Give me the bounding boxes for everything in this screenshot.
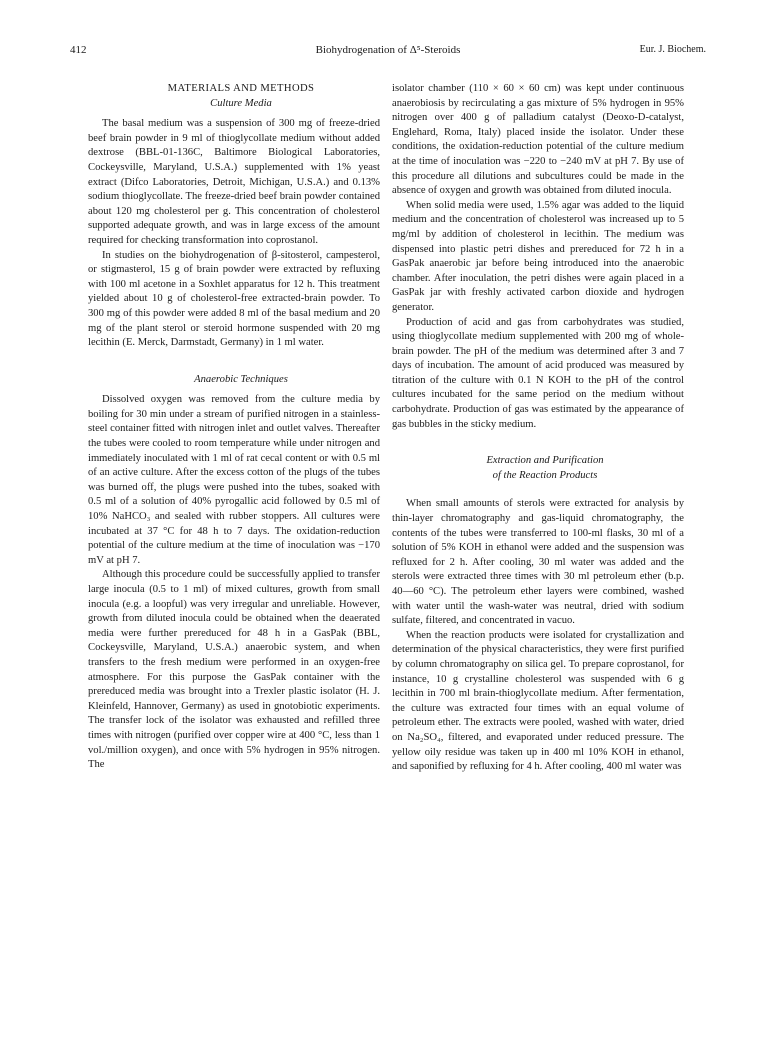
- subsection-heading-extraction-line2: of the Reaction Products: [492, 469, 598, 481]
- paragraph-solid-media: When solid media were used, 1.5% agar was added to the liquid medium and the concentration of cholesterol was increased up to 5 mg/ml by addition of cholesterol in lecithin. The medium was dispensed into plastic petri dishes and prereduced for 72 h in a GasPak anaerobic jar before being introduced into the anaerobic chamber. After inoculation, the petri dishes were again placed in a GasPak jar with freshly activated carbon dioxide and hydrogen generator.: [392, 199, 684, 313]
- left-column: [88, 82, 380, 773]
- journal-name: Eur. J. Biochem.: [639, 44, 706, 55]
- subsection-heading-culture-media: Culture Media: [210, 97, 272, 109]
- running-header: [70, 44, 706, 60]
- paragraph-extraction-1: When small amounts of sterols were extracted for analysis by thin-layer chromatography and gas-liquid chromatography, the contents of the tubes were transferred to 100-ml flasks, 30 ml of a solution of 5% KOH in ethanol were added and the suspension was refluxed for 2 h. After cooling, 30 ml water was added and the sterols were extracted three times with 30 ml petroleum ether (b.p. 40—60 °C). The petroleum ether layers were combined, washed with water until the wash-water was neutral, dried with sodium sulfate, filtered, and concentrated in vacuo.: [392, 498, 684, 627]
- section-title-materials-methods: MATERIALS AND METHODS: [167, 83, 315, 94]
- paragraph-isolator-continued: isolator chamber (110 × 60 × 60 cm) was kept under continuous anaerobiosis by recirculating a gas mixture of 5% hydrogen in 95% nitrogen over 400 g of palladium catalyst (Deoxo-D-catalyst, Englehard, Roma, Italy) placed inside the isolator. Under these conditions, the oxidation-reduction potential of the culture medium at the time of inoculation was −220 to −240 mV at pH 7. By use of this procedure all dilutions and subcultures could be made in the absence of oxygen and growth was obtained from diluted inocula.: [392, 83, 684, 197]
- subsection-heading-extraction-line1: Extraction and Purification: [486, 455, 604, 467]
- running-title: Biohydrogenation of Δ⁵-Steroids: [315, 44, 461, 56]
- right-column: [392, 82, 684, 775]
- paragraph-acid-gas: Production of acid and gas from carbohydrates was studied, using thioglycollate medium supplemented with 200 mg of whole-brain powder. The pH of the medium was determined after 3 and 7 days of incubation. The amount of acid produced was measured by titration of the culture with 0.1 N KOH to the pH of the control cultures incubated for the same period on the medium without carbohydrate. Production of gas was estimated by the appearance of gas bubbles in the sticky medium.: [392, 316, 684, 430]
- paragraph-culture-media-1: The basal medium was a suspension of 300 mg of freeze-dried beef brain powder in 9 ml of thioglycollate medium without added dextrose (BBL-01-136C, Baltimore Biological Laboratories, Cockeysville, Maryland, U.S.A.) supplemented with 1% yeast extract (Difco Laboratories, Detroit, Michigan, U.S.A.) and 0.13% sodium thioglycollate. The freeze-dried beef brain powder contained about 120 mg cholesterol per g. This concentration of cholesterol supported adequate growth, and was in large excess of the amount required for checking transformation into coprostanol.: [88, 118, 380, 246]
- paragraph-extraction-2: When the reaction products were isolated for crystallization and determination of the physical characteristics, they were first purified by column chromatography on silica gel. To prepare coprostanol, for instance, 10 g crystalline cholesterol was suspended with 6 g lecithin in 700 ml brain-thioglycollate medium. After fermentation, the culture was extracted four times with an equal volume of petroleum ether. The extracts were pooled, washed with water, dried on Na₂SO₄, filtered, and evaporated under reduced pressure. The yellow oily residue was taken up in 400 ml 10% KOH in ethanol, and saponified by refluxing for 4 h. After cooling, 400 ml water was: [392, 629, 684, 773]
- paragraph-anaerobic-1: Dissolved oxygen was removed from the culture media by boiling for 30 min under a stream of purified nitrogen in a stainless-steel container fitted with nitrogen inlet and outlet valves. Thereafter the tubes were cooled to room temperature while under nitrogen and immediately inoculated with 1 ml of rat cecal content or with 0.5 ml of an active culture. After the excess cotton of the plugs of the tubes was burned off, the plugs were pushed into the tubes, soaked with 0.5 ml of a solution of 40% pyrogallic acid followed by 0.5 ml of 10% NaHCO₃ and sealed with rubber stoppers. All cultures were incubated at 37 °C for 48 h to 7 days. The oxidation-reduction potential of the culture medium at the time of inoculation was −170 mV at pH 7.: [88, 394, 380, 566]
- paragraph-culture-media-2: In studies on the biohydrogenation of β-sitosterol, campesterol, or stigmasterol, 15 g of brain powder were extracted by refluxing with 100 ml acetone in a Soxhlet apparatus for 12 h. This treatment yielded about 10 g of cholesterol-free extracted-brain powder. To 300 mg of this powder were added 8 ml of the basal medium and 20 mg of the plant sterol or steroid hormone suspended with 20 mg lecithin (E. Merck, Darmstadt, Germany) in 1 ml water.: [88, 249, 380, 349]
- paragraph-anaerobic-2: Although this procedure could be successfully applied to transfer large inocula (0.5 to 1 ml) of mixed cultures, growth from small inocula (e.g. a loopful) was very irregular and unreliable. However, growth from diluted inocula could be obtained when the deaerated media were further prereduced for 48 h in a GasPak (BBL, Cockeysville, Maryland, U.S.A.) anaerobic system, and when transfers to the fresh medium were performed in an oxygen-free atmosphere. For this purpose the GasPak container with the prereduced media was brought into a Trexler plastic isolator (H. J. Kleinfeld, Hannover, Germany) as used in gnotobiotic experiments. The transfer lock of the isolator was exhausted and refilled three times with nitrogen (purified over copper wire at 400 °C, less than 1 vol./million oxygen), and once with 5% hydrogen in 95% nitrogen. The: [88, 569, 380, 771]
- subsection-heading-anaerobic: Anaerobic Techniques: [194, 373, 288, 385]
- page-number: 412: [70, 44, 87, 56]
